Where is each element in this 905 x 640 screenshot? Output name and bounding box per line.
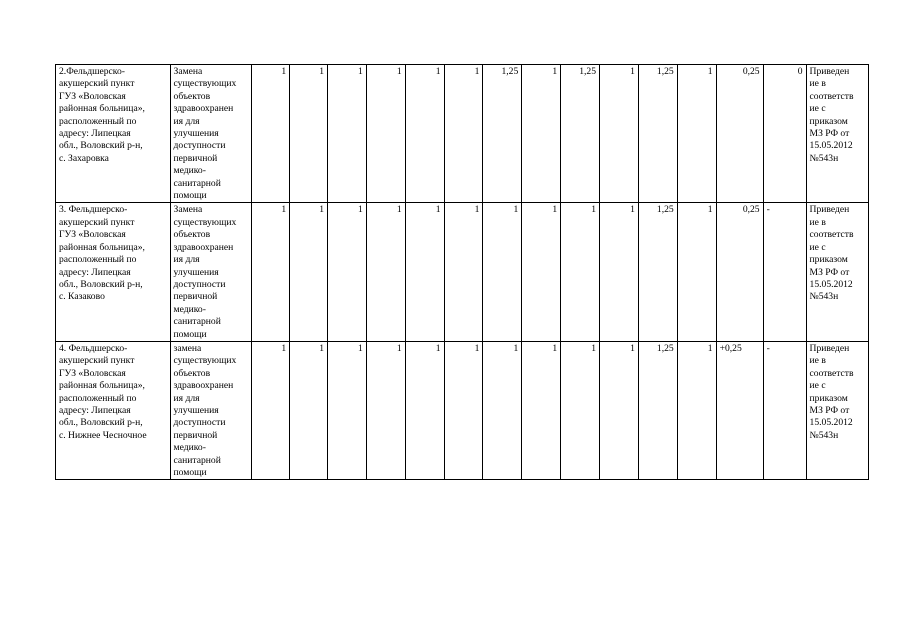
- purpose-line: ия для: [173, 392, 200, 404]
- note-line: ие с: [809, 103, 826, 115]
- note-line: Приведен: [809, 342, 850, 354]
- note-line: ие в: [809, 216, 826, 228]
- value-cell: 1: [522, 65, 561, 203]
- value-cell: 1: [405, 65, 444, 203]
- object-cell: [56, 341, 171, 479]
- note-line: 15.05.2012: [809, 417, 853, 429]
- purpose-line: санитарной: [173, 316, 221, 328]
- value-cell: 1: [561, 341, 600, 479]
- object-line: адресу: Липецкая: [59, 266, 131, 278]
- purpose-line: ия для: [173, 254, 200, 266]
- object-line: расположенный по: [59, 392, 137, 404]
- note-line: МЗ РФ от: [809, 266, 850, 278]
- value-cell: 1: [483, 341, 522, 479]
- purpose-line: улучшения: [173, 404, 219, 416]
- purpose-line: медико-: [173, 165, 206, 177]
- value-cell: 1: [677, 341, 716, 479]
- value-cell: 1: [444, 65, 483, 203]
- value-cell: 1: [677, 203, 716, 341]
- note-cell: [806, 203, 868, 341]
- object-cell: [56, 65, 171, 203]
- purpose-line: медико-: [173, 303, 206, 315]
- object-line: 3. Фельдшерско-: [59, 204, 128, 216]
- object-line: районная больница»,: [59, 241, 145, 253]
- purpose-line: санитарной: [173, 454, 221, 466]
- table-row: [56, 65, 869, 203]
- value-cell: 0,25: [716, 203, 763, 341]
- value-cell: 1: [561, 203, 600, 341]
- value-cell: 1: [483, 203, 522, 341]
- purpose-line: первичной: [173, 429, 218, 441]
- value-cell: 1: [327, 341, 366, 479]
- note-line: 15.05.2012: [809, 278, 853, 290]
- note-cell: [806, 341, 868, 479]
- value-cell: 1: [252, 203, 290, 341]
- purpose-line: доступности: [173, 417, 226, 429]
- purpose-line: объектов: [173, 229, 211, 241]
- purpose-line: помощи: [173, 190, 207, 202]
- purpose-line: помощи: [173, 328, 207, 340]
- purpose-cell: [170, 341, 252, 479]
- value-cell: 1: [444, 203, 483, 341]
- value-cell: 1,25: [638, 203, 677, 341]
- table-row: [56, 203, 869, 341]
- object-line: 2.Фельдшерско-: [59, 66, 125, 77]
- note-line: приказом: [809, 115, 848, 127]
- object-line: обл., Воловский р-н,: [59, 417, 143, 429]
- note-line: 15.05.2012: [809, 140, 853, 152]
- object-line: расположенный по: [59, 254, 137, 266]
- value-cell: 1: [444, 341, 483, 479]
- note-line: №543н: [809, 291, 839, 303]
- purpose-line: объектов: [173, 90, 211, 102]
- note-line: Приведен: [809, 66, 850, 77]
- value-cell: 1: [366, 65, 405, 203]
- note-line: ие с: [809, 380, 826, 392]
- object-line: акушерский пункт: [59, 216, 135, 228]
- purpose-line: здравоохранен: [173, 103, 234, 115]
- purpose-line: здравоохранен: [173, 380, 234, 392]
- note-cell: [806, 65, 868, 203]
- value-cell: 1: [252, 341, 290, 479]
- object-line: обл., Воловский р-н,: [59, 140, 143, 152]
- purpose-line: доступности: [173, 278, 226, 290]
- object-line: с. Нижнее Чесночное: [59, 429, 147, 441]
- purpose-line: существующих: [173, 78, 237, 90]
- note-line: соответств: [809, 90, 854, 102]
- note-line: Приведен: [809, 204, 850, 216]
- object-line: ГУЗ «Воловская: [59, 367, 126, 379]
- value-cell: 0: [763, 65, 806, 203]
- object-line: районная больница»,: [59, 380, 145, 392]
- object-cell: [56, 203, 171, 341]
- object-line: обл., Воловский р-н,: [59, 278, 143, 290]
- value-cell: 1: [405, 203, 444, 341]
- object-line: 4. Фельдшерско-: [59, 342, 128, 354]
- note-line: соответств: [809, 229, 854, 241]
- note-line: №543н: [809, 152, 839, 164]
- object-line: акушерский пункт: [59, 78, 135, 90]
- facilities-table: [55, 64, 869, 480]
- value-cell: 1,25: [483, 65, 522, 203]
- object-line: ГУЗ «Воловская: [59, 90, 126, 102]
- note-line: ие с: [809, 241, 826, 253]
- value-cell: 1: [677, 65, 716, 203]
- object-line: акушерский пункт: [59, 355, 135, 367]
- purpose-line: существующих: [173, 216, 237, 228]
- value-cell: 0,25: [716, 65, 763, 203]
- purpose-line: санитарной: [173, 177, 221, 189]
- value-cell: 1: [327, 203, 366, 341]
- value-cell: 1: [252, 65, 290, 203]
- value-cell: 1: [522, 203, 561, 341]
- table-row: [56, 341, 869, 479]
- purpose-line: ия для: [173, 115, 200, 127]
- purpose-line: первичной: [173, 152, 218, 164]
- note-line: МЗ РФ от: [809, 404, 850, 416]
- purpose-line: улучшения: [173, 266, 219, 278]
- purpose-cell: [170, 203, 252, 341]
- value-cell: 1: [327, 65, 366, 203]
- note-line: МЗ РФ от: [809, 128, 850, 140]
- purpose-line: Замена: [173, 66, 203, 77]
- note-line: приказом: [809, 392, 848, 404]
- value-cell: -: [763, 203, 806, 341]
- value-cell: 1,25: [561, 65, 600, 203]
- object-line: адресу: Липецкая: [59, 128, 131, 140]
- note-line: приказом: [809, 254, 848, 266]
- value-cell: 1,25: [638, 65, 677, 203]
- value-cell: 1: [522, 341, 561, 479]
- value-cell: 1: [366, 203, 405, 341]
- object-line: адресу: Липецкая: [59, 404, 131, 416]
- object-line: с. Захаровка: [59, 152, 109, 164]
- purpose-line: существующих: [173, 355, 237, 367]
- purpose-line: здравоохранен: [173, 241, 234, 253]
- purpose-line: объектов: [173, 367, 211, 379]
- purpose-line: Замена: [173, 204, 203, 216]
- note-line: соответств: [809, 367, 854, 379]
- value-cell: 1: [600, 65, 639, 203]
- object-line: районная больница»,: [59, 103, 145, 115]
- note-line: ие в: [809, 78, 826, 90]
- object-line: с. Казаково: [59, 291, 105, 303]
- value-cell: 1: [405, 341, 444, 479]
- purpose-line: улучшения: [173, 128, 219, 140]
- value-cell: 1: [290, 203, 328, 341]
- note-line: №543н: [809, 429, 839, 441]
- value-cell: 1: [290, 341, 328, 479]
- object-line: ГУЗ «Воловская: [59, 229, 126, 241]
- purpose-line: помощи: [173, 467, 207, 478]
- value-cell: -: [763, 341, 806, 479]
- purpose-line: медико-: [173, 442, 206, 454]
- value-cell: 1: [366, 341, 405, 479]
- value-cell: 1,25: [638, 341, 677, 479]
- purpose-line: замена: [173, 342, 202, 354]
- purpose-cell: [170, 65, 252, 203]
- value-cell: +0,25: [716, 341, 763, 479]
- value-cell: 1: [600, 203, 639, 341]
- value-cell: 1: [600, 341, 639, 479]
- purpose-line: первичной: [173, 291, 218, 303]
- object-line: расположенный по: [59, 115, 137, 127]
- note-line: ие в: [809, 355, 826, 367]
- purpose-line: доступности: [173, 140, 226, 152]
- value-cell: 1: [290, 65, 328, 203]
